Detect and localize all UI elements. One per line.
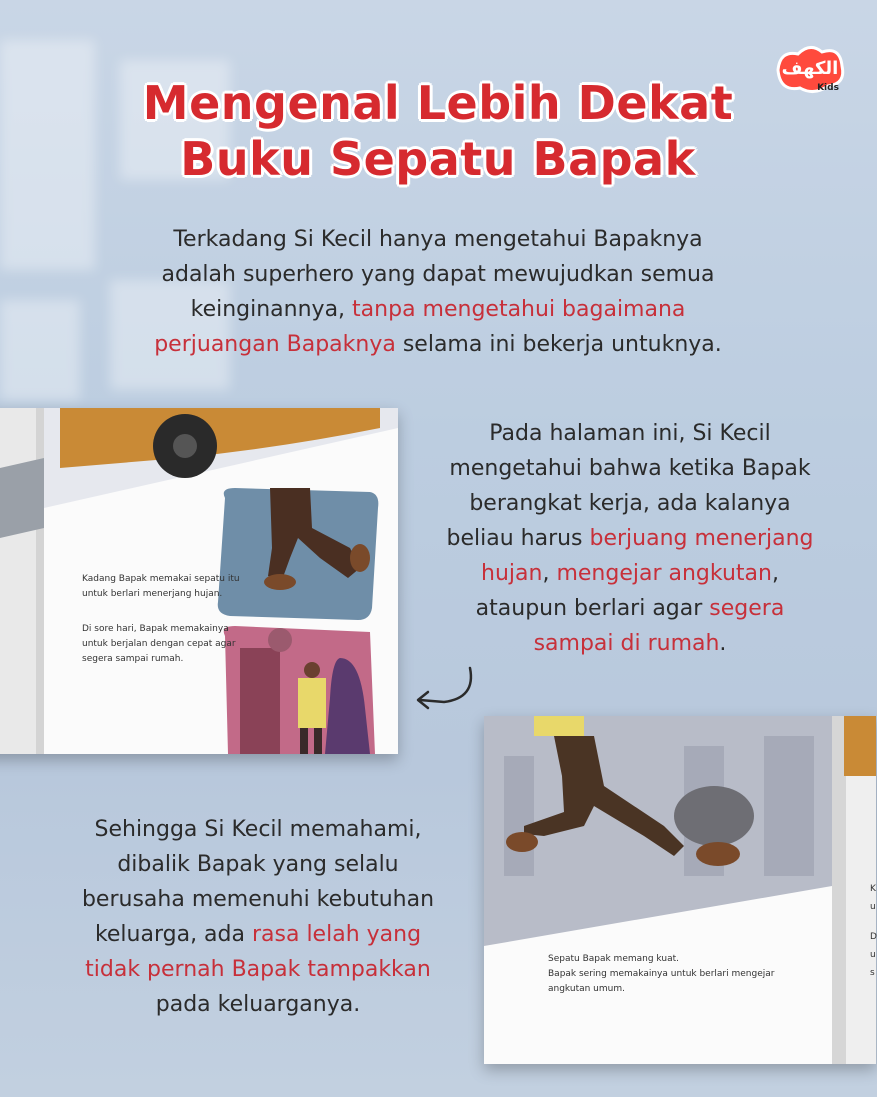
book-spread-2	[484, 716, 876, 1064]
bottom-paragraph: Sehingga Si Kecil memahami, dibalik Bapak yang selalu berusaha memenuhi kebutuhan keluarga, ada rasa lelah yang tidak pernah Bapak tampakkan pada keluarganya.	[81, 817, 435, 1017]
book-1-text-b: Di sore hari, Bapak memakainya untuk berjalan dengan cepat agar segera sampai rumah.	[82, 624, 236, 664]
svg-text:الكهف: الكهف	[781, 58, 839, 79]
svg-text:Kids: Kids	[817, 83, 839, 93]
book-2-text: Sepatu Bapak memang kuat. Bapak sering memakainya untuk berlari mengejar angkutan umum.	[548, 954, 775, 994]
book-1-text-a: Kadang Bapak memakai sepatu itu untuk berlari menerjang hujan.	[82, 574, 240, 599]
intro-paragraph: Terkadang Si Kecil hanya mengetahui Bapaknya adalah superhero yang dapat mewujudkan semua keinginannya, tanpa mengetahui bagaimana perjuangan Bapaknya selama ini bekerja untuknya.	[154, 227, 722, 357]
title-line-2: Buku Sepatu Bapak	[180, 132, 696, 186]
book-2-edge-text: K u D u s	[870, 884, 877, 978]
page-title	[0, 76, 876, 186]
title-line-1: Mengenal Lebih Dekat	[142, 76, 734, 130]
book-spread-1	[0, 408, 398, 754]
curved-arrow-icon	[410, 664, 480, 714]
middle-paragraph: Pada halaman ini, Si Kecil mengetahui bahwa ketika Bapak berangkat kerja, ada kalanya beliau harus berjuang menerjang hujan, mengejar angkutan, ataupun berlari agar segera sampai di rumah.	[446, 421, 814, 656]
